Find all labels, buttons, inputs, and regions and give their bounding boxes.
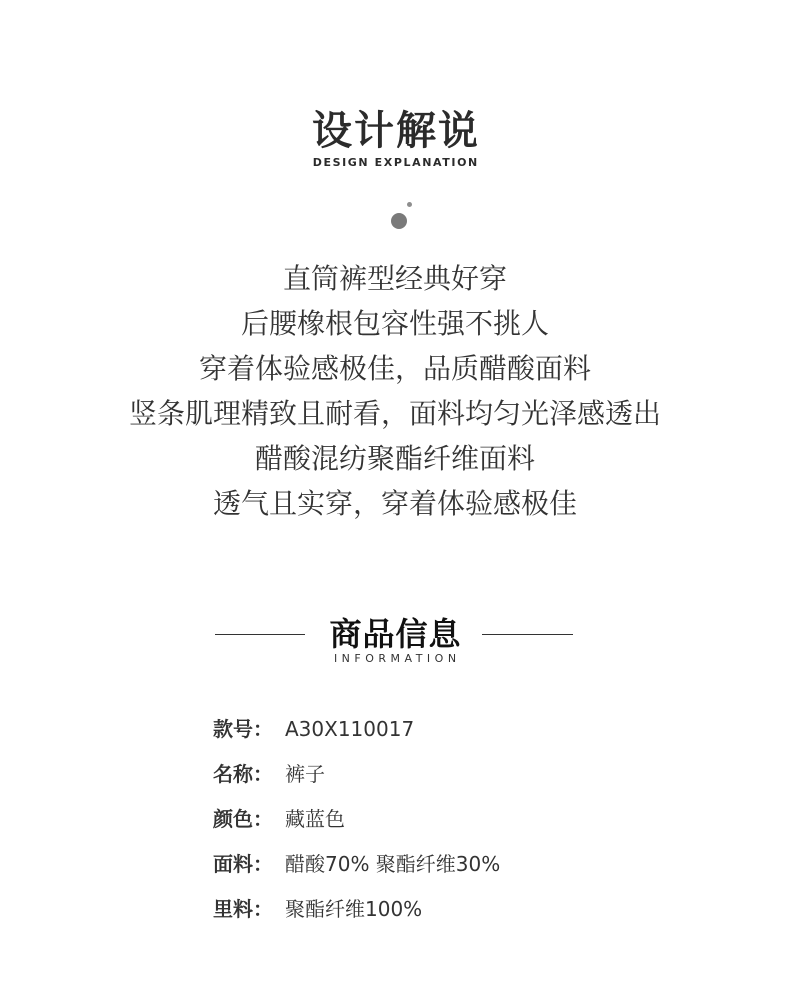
- fabric-value: 醋酸70% 聚酯纤维30%: [285, 852, 501, 876]
- info-row-color: [213, 797, 713, 842]
- design-description: [0, 256, 790, 526]
- description-line-1: 直筒裤型经典好穿: [282, 262, 507, 295]
- style-number-label: 款号：: [213, 717, 273, 741]
- info-row-style-number: [213, 707, 713, 752]
- decorative-dot-small: [407, 202, 412, 207]
- divider-line-right: [482, 634, 573, 635]
- decorative-dot-large: [391, 213, 407, 229]
- lining-label: 里料：: [213, 897, 273, 921]
- name-value: 裤子: [285, 762, 325, 786]
- description-line-6: 透气且实穿，穿着体验感极佳: [212, 487, 577, 520]
- color-label: 颜色：: [213, 807, 273, 831]
- design-explanation-title: 设计解说: [312, 108, 480, 154]
- info-row-name: [213, 752, 713, 797]
- description-line-3: 穿着体验感极佳，品质醋酸面料: [198, 352, 591, 385]
- style-number-value: A30X110017: [285, 717, 415, 741]
- name-label: 名称：: [213, 762, 273, 786]
- design-explanation-subtitle: DESIGN EXPLANATION: [312, 156, 479, 169]
- info-row-fabric: [213, 842, 713, 887]
- description-line-2: 后腰橡根包容性强不挑人: [240, 307, 549, 340]
- info-row-lining: [213, 887, 713, 932]
- lining-value: 聚酯纤维100%: [285, 897, 423, 921]
- product-info-subtitle: INFORMATION: [333, 652, 461, 665]
- product-info-title: 商品信息: [329, 615, 462, 653]
- color-value: 藏蓝色: [285, 807, 345, 831]
- fabric-label: 面料：: [213, 852, 273, 876]
- description-line-4: 竖条肌理精致且耐看，面料均匀光泽感透出: [128, 397, 661, 430]
- product-info-list: [213, 707, 713, 932]
- description-line-5: 醋酸混纺聚酯纤维面料: [254, 442, 535, 475]
